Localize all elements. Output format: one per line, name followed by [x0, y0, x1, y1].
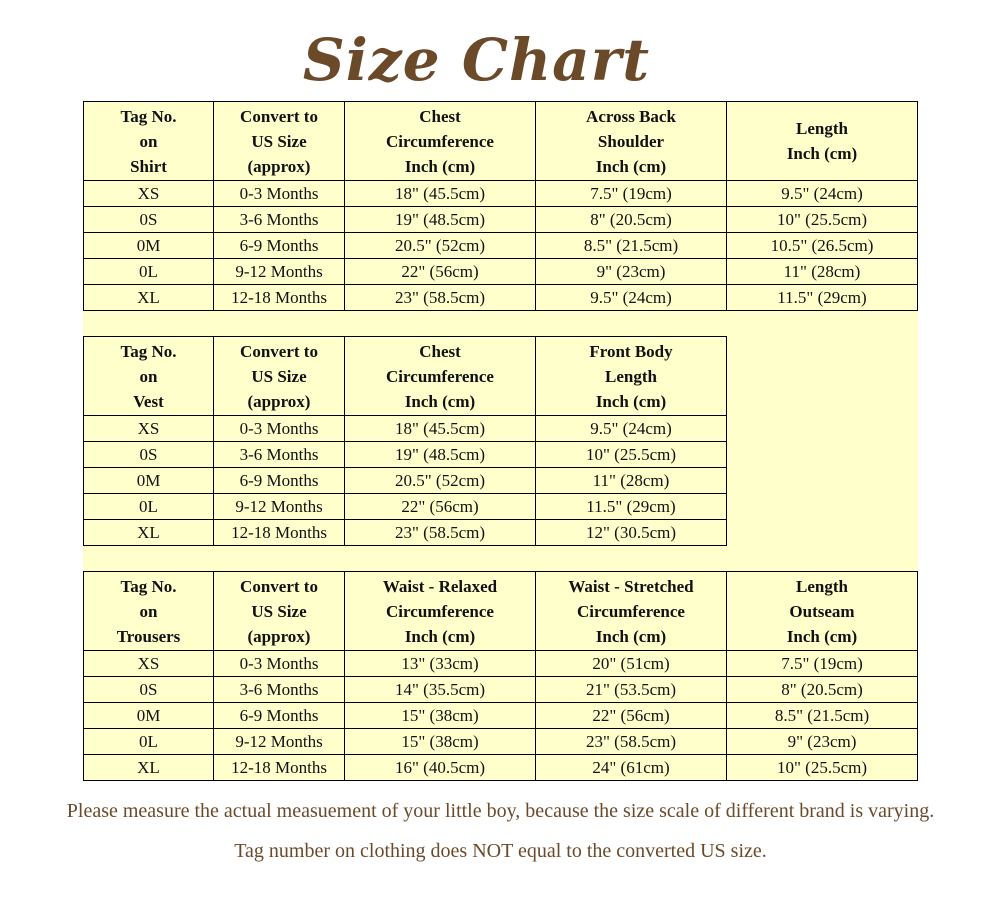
column-header-line: Inch (cm)	[404, 391, 476, 411]
table-cell: 3-6 Months	[214, 207, 345, 233]
table-cell: 9-12 Months	[214, 259, 345, 285]
table-cell: 0-3 Months	[214, 181, 345, 207]
table-cell: 9" (23cm)	[727, 729, 918, 755]
column-header-line: Tag No.	[120, 341, 177, 361]
table-cell: 6-9 Months	[214, 703, 345, 729]
column-header-line: Inch (cm)	[786, 626, 858, 646]
vest-size-table	[83, 336, 727, 546]
table-cell: 0S	[84, 442, 214, 468]
column-header	[727, 572, 918, 651]
table-cell: 10" (25.5cm)	[727, 207, 918, 233]
column-header-line: Waist - Stretched	[568, 576, 694, 596]
table-row	[84, 651, 918, 677]
table-cell: 8.5" (21.5cm)	[727, 703, 918, 729]
table-cell: 3-6 Months	[214, 442, 345, 468]
table-cell: 12-18 Months	[214, 285, 345, 311]
table-cell: 0S	[84, 207, 214, 233]
table-row	[84, 442, 727, 468]
trousers-size-table	[83, 571, 918, 781]
table-row	[84, 468, 727, 494]
column-header-line: Inch (cm)	[786, 144, 858, 163]
column-header-line: on	[139, 131, 158, 151]
table-row	[84, 233, 918, 259]
column-header-line: US Size	[251, 366, 307, 386]
table-cell: 11.5" (29cm)	[727, 285, 918, 311]
table-cell: 11" (28cm)	[727, 259, 918, 285]
column-header	[214, 102, 345, 181]
table-cell: 19" (48.5cm)	[345, 442, 536, 468]
column-header-line: on	[139, 601, 158, 621]
table-cell: 7.5" (19cm)	[727, 651, 918, 677]
table-cell: XL	[84, 755, 214, 781]
table-row	[84, 703, 918, 729]
column-header-line: Circumference	[386, 366, 494, 386]
table-row	[84, 729, 918, 755]
table-row	[84, 181, 918, 207]
column-header-line: Across Back	[586, 106, 676, 126]
column-header	[536, 102, 727, 181]
column-header	[214, 337, 345, 416]
table-row	[84, 520, 727, 546]
column-header-line: (approx)	[247, 626, 311, 646]
column-header-line: Waist - Relaxed	[382, 576, 498, 596]
column-header-line: Tag No.	[120, 106, 177, 126]
table-row	[84, 755, 918, 781]
table-cell: 8" (20.5cm)	[727, 677, 918, 703]
table-cell: 8.5" (21.5cm)	[536, 233, 727, 259]
column-header-line: Outseam	[789, 601, 855, 621]
trousers-size-table-wrapper	[83, 571, 918, 781]
column-header-line: Inch (cm)	[404, 156, 476, 176]
column-header-line: Circumference	[386, 601, 494, 621]
table-cell: XS	[84, 416, 214, 442]
table-cell: 0-3 Months	[214, 651, 345, 677]
column-header-line: Tag No.	[120, 576, 177, 596]
column-header-line: Inch (cm)	[595, 391, 667, 411]
table-row	[84, 416, 727, 442]
table-cell: 0S	[84, 677, 214, 703]
table-cell: 10" (25.5cm)	[727, 755, 918, 781]
table-cell: 23" (58.5cm)	[345, 285, 536, 311]
table-cell: 10" (25.5cm)	[536, 442, 727, 468]
table-cell: 0-3 Months	[214, 416, 345, 442]
column-header	[84, 337, 214, 416]
column-header-line: Shoulder	[597, 131, 665, 151]
table-header-row	[84, 337, 727, 416]
table-cell: 12" (30.5cm)	[536, 520, 727, 546]
table-cell: 0L	[84, 259, 214, 285]
table-cell: 9.5" (24cm)	[727, 181, 918, 207]
column-header-line: Length	[605, 366, 657, 386]
column-header-line: US Size	[251, 131, 307, 151]
column-header-line: (approx)	[247, 156, 311, 176]
column-header	[345, 337, 536, 416]
table-cell: 3-6 Months	[214, 677, 345, 703]
table-cell: 0L	[84, 729, 214, 755]
table-cell: 0M	[84, 468, 214, 494]
table-cell: 15" (38cm)	[345, 703, 536, 729]
table-cell: 9.5" (24cm)	[536, 285, 727, 311]
column-header	[536, 337, 727, 416]
table-cell: 14" (35.5cm)	[345, 677, 536, 703]
table-cell: 13" (33cm)	[345, 651, 536, 677]
table-cell: 20.5" (52cm)	[345, 233, 536, 259]
column-header-line: Inch (cm)	[595, 156, 667, 176]
table-cell: 20" (51cm)	[536, 651, 727, 677]
table-cell: 9-12 Months	[214, 729, 345, 755]
table-cell: 15" (38cm)	[345, 729, 536, 755]
column-header-line: Trousers	[116, 626, 181, 646]
column-header-line: Inch (cm)	[404, 626, 476, 646]
column-header	[214, 572, 345, 651]
table-cell: XL	[84, 520, 214, 546]
table-cell: 0M	[84, 703, 214, 729]
vest-size-table-wrapper	[83, 336, 727, 546]
table-cell: 8" (20.5cm)	[536, 207, 727, 233]
column-header	[84, 102, 214, 181]
table-cell: 21" (53.5cm)	[536, 677, 727, 703]
table-cell: 20.5" (52cm)	[345, 468, 536, 494]
table-cell: 23" (58.5cm)	[536, 729, 727, 755]
shirt-size-table-wrapper	[83, 101, 918, 311]
table-row	[84, 207, 918, 233]
column-header	[727, 102, 918, 181]
table-cell: XL	[84, 285, 214, 311]
table-cell: 6-9 Months	[214, 233, 345, 259]
table-header-row	[84, 572, 918, 651]
column-header	[536, 572, 727, 651]
column-header-line: Shirt	[130, 156, 167, 176]
column-header-line: Front Body	[589, 341, 673, 361]
table-row	[84, 285, 918, 311]
column-header-line: Convert to	[240, 341, 318, 361]
table-cell: 19" (48.5cm)	[345, 207, 536, 233]
shirt-size-table	[83, 101, 918, 311]
table-cell: 16" (40.5cm)	[345, 755, 536, 781]
column-header-line: Inch (cm)	[595, 626, 667, 646]
table-cell: 9" (23cm)	[536, 259, 727, 285]
table-row	[84, 494, 727, 520]
column-header	[345, 572, 536, 651]
column-header-line: Convert to	[240, 576, 318, 596]
column-header-line: Circumference	[577, 601, 685, 621]
table-cell: 22" (56cm)	[345, 494, 536, 520]
table-row	[84, 259, 918, 285]
table-cell: 9-12 Months	[214, 494, 345, 520]
table-cell: 0L	[84, 494, 214, 520]
table-cell: XS	[84, 181, 214, 207]
table-cell: 11.5" (29cm)	[536, 494, 727, 520]
measurement-note: Please measure the actual measuement of your little boy, because the size scale of different brand is varying.	[66, 800, 935, 822]
table-cell: 10.5" (26.5cm)	[727, 233, 918, 259]
table-cell: 22" (56cm)	[345, 259, 536, 285]
table-cell: XS	[84, 651, 214, 677]
table-cell: 7.5" (19cm)	[536, 181, 727, 207]
column-header-line: US Size	[251, 601, 307, 621]
column-header-line: Length	[796, 576, 848, 596]
table-cell: 18" (45.5cm)	[345, 416, 536, 442]
table-cell: 11" (28cm)	[536, 468, 727, 494]
table-cell: 6-9 Months	[214, 468, 345, 494]
table-cell: 23" (58.5cm)	[345, 520, 536, 546]
column-header-line: Chest	[419, 341, 461, 361]
table-row	[84, 677, 918, 703]
column-header-line: Circumference	[386, 131, 494, 151]
table-cell: 12-18 Months	[214, 755, 345, 781]
column-header	[84, 572, 214, 651]
table-cell: 0M	[84, 233, 214, 259]
column-header-line: Chest	[419, 106, 461, 126]
column-header-line: on	[139, 366, 158, 386]
tag-number-note: Tag number on clothing does NOT equal to the converted US size.	[234, 840, 767, 862]
table-cell: 24" (61cm)	[536, 755, 727, 781]
column-header-line: (approx)	[247, 391, 311, 411]
column-header-line: Vest	[133, 391, 164, 411]
table-cell: 22" (56cm)	[536, 703, 727, 729]
column-header-line: Convert to	[240, 106, 318, 126]
table-cell: 18" (45.5cm)	[345, 181, 536, 207]
table-cell: 12-18 Months	[214, 520, 345, 546]
table-header-row	[84, 102, 918, 181]
page-title: Size Chart	[302, 26, 651, 94]
column-header	[345, 102, 536, 181]
column-header-line: Length	[796, 119, 848, 138]
table-cell: 9.5" (24cm)	[536, 416, 727, 442]
